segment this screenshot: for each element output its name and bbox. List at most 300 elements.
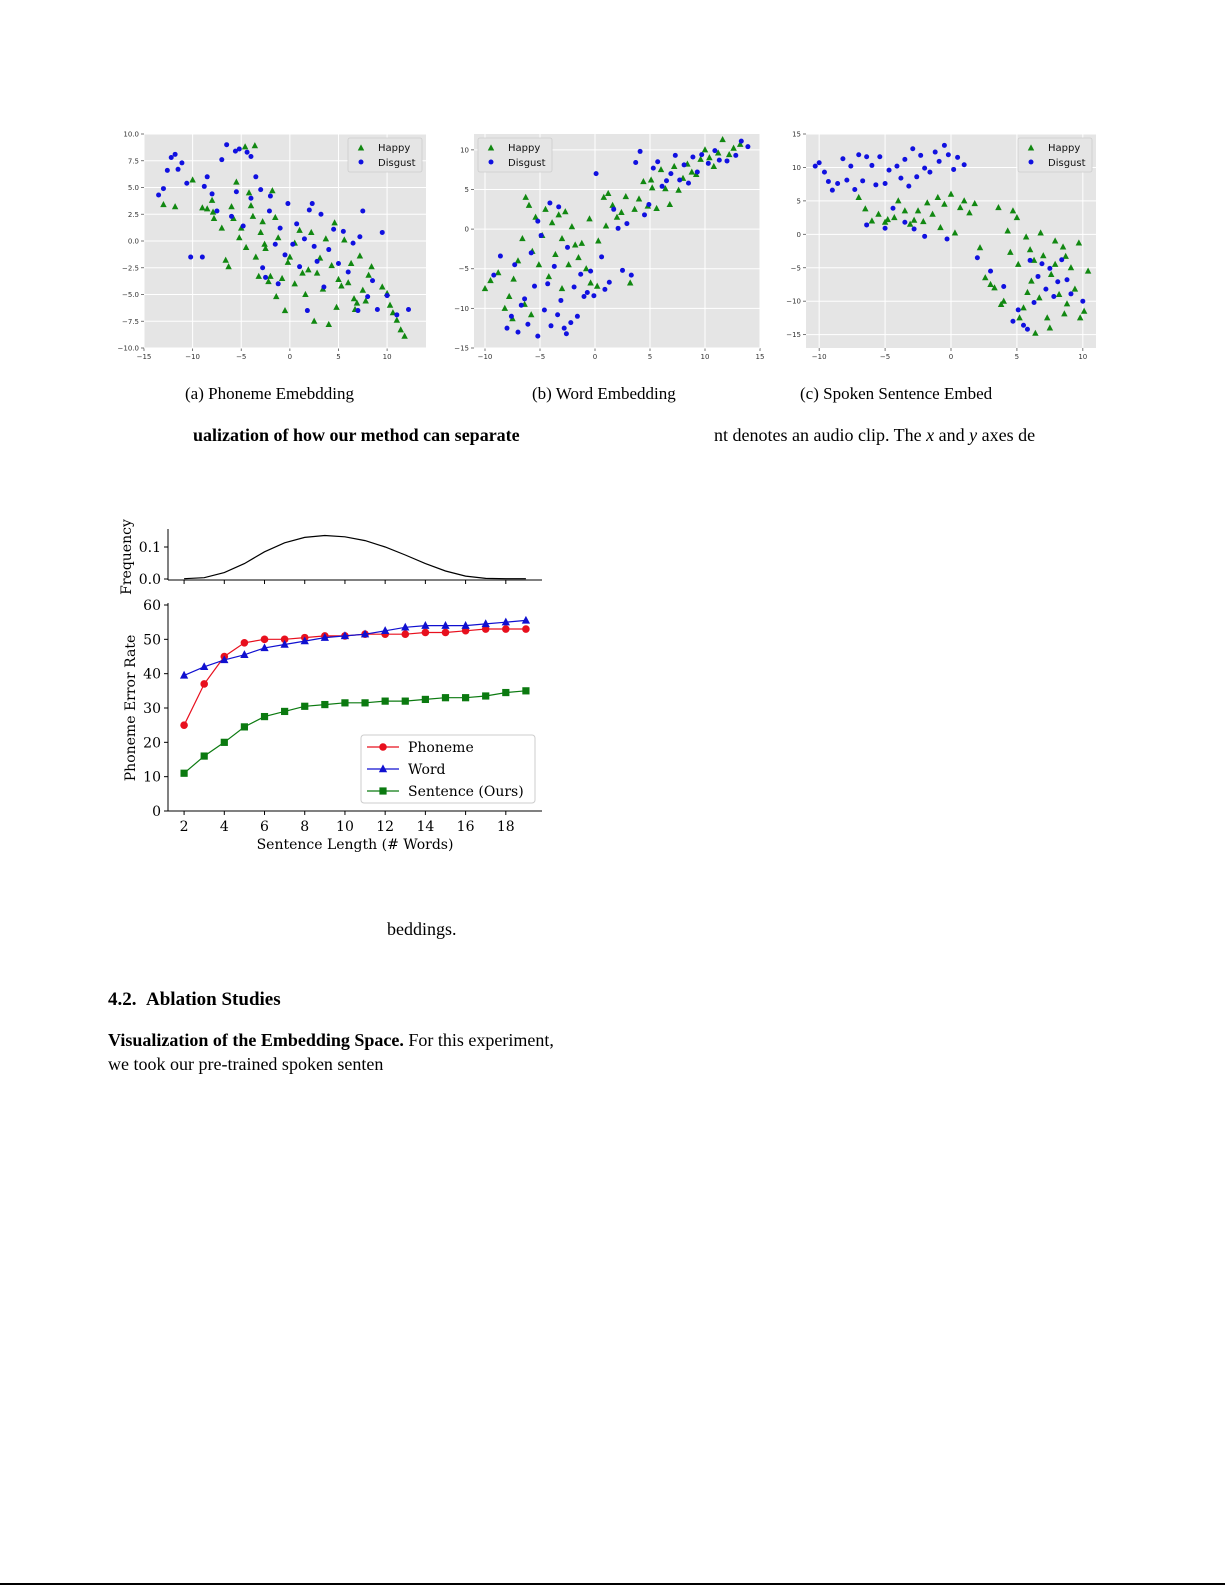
disgust-point bbox=[883, 226, 888, 231]
paragraph-lead: Visualization of the Embedding Space. bbox=[108, 1030, 404, 1050]
subcaption-b: (b) Word Embedding bbox=[532, 384, 676, 403]
y-tick-label: 30 bbox=[143, 701, 161, 717]
y-tick-label: 7.5 bbox=[127, 157, 139, 166]
disgust-point bbox=[873, 182, 878, 187]
disgust-point bbox=[346, 270, 351, 275]
disgust-point bbox=[591, 293, 596, 298]
subcaption-a: (a) Phoneme Emebdding bbox=[185, 384, 355, 403]
legend-disgust-marker bbox=[1029, 160, 1034, 165]
data-point bbox=[402, 698, 409, 705]
data-point bbox=[502, 689, 509, 696]
disgust-point bbox=[370, 278, 375, 283]
disgust-point bbox=[268, 194, 273, 199]
disgust-point bbox=[305, 308, 310, 313]
disgust-point bbox=[331, 227, 336, 232]
data-point bbox=[200, 680, 208, 688]
paragraph bbox=[108, 1028, 554, 1076]
data-point bbox=[482, 692, 489, 699]
disgust-point bbox=[529, 250, 534, 255]
disgust-point bbox=[638, 149, 643, 154]
disgust-point bbox=[522, 296, 527, 301]
caption-text-mid: and bbox=[934, 425, 970, 445]
disgust-point bbox=[918, 153, 923, 158]
phoneme-error-line-chart bbox=[108, 505, 558, 860]
x-tick-label: 0 bbox=[948, 353, 954, 361]
disgust-point bbox=[219, 157, 224, 162]
disgust-point bbox=[307, 207, 312, 212]
y-tick-label: 20 bbox=[143, 735, 161, 752]
disgust-point bbox=[283, 252, 288, 257]
disgust-point bbox=[516, 330, 521, 335]
disgust-point bbox=[578, 272, 583, 277]
y-tick-label: −15 bbox=[454, 344, 469, 353]
disgust-point bbox=[733, 153, 738, 158]
disgust-point bbox=[568, 320, 573, 325]
x-tick-label: 10 bbox=[700, 353, 710, 361]
legend-disgust-marker bbox=[359, 160, 364, 165]
disgust-point bbox=[942, 143, 947, 148]
disgust-point bbox=[585, 290, 590, 295]
data-point bbox=[361, 699, 368, 706]
disgust-point bbox=[620, 268, 625, 273]
data-point bbox=[522, 616, 530, 624]
disgust-point bbox=[951, 167, 956, 172]
disgust-point bbox=[686, 181, 691, 186]
x-tick-label: 0 bbox=[592, 353, 598, 361]
x-tick-label: 14 bbox=[416, 819, 435, 835]
y-tick-label: −10 bbox=[786, 297, 801, 306]
x-tick-label: −10 bbox=[185, 353, 201, 361]
legend-label: Disgust bbox=[508, 158, 546, 169]
data-point bbox=[241, 639, 249, 647]
disgust-point bbox=[629, 273, 634, 278]
section-title: Ablation Studies bbox=[146, 989, 281, 1010]
disgust-point bbox=[1068, 291, 1073, 296]
legend-marker bbox=[379, 743, 387, 751]
disgust-point bbox=[975, 255, 980, 260]
y-tick-label: 2.5 bbox=[127, 210, 139, 219]
disgust-point bbox=[894, 164, 899, 169]
disgust-point bbox=[988, 269, 993, 274]
disgust-point bbox=[673, 153, 678, 158]
legend-label: Phoneme bbox=[408, 740, 474, 756]
disgust-point bbox=[922, 234, 927, 239]
disgust-point bbox=[877, 154, 882, 159]
disgust-point bbox=[258, 187, 263, 192]
figure-caption-left: ualization of how our method can separate bbox=[193, 425, 520, 445]
disgust-point bbox=[545, 281, 550, 286]
disgust-point bbox=[914, 174, 919, 179]
disgust-point bbox=[745, 144, 750, 149]
disgust-point bbox=[599, 254, 604, 259]
data-point bbox=[201, 752, 208, 759]
data-point bbox=[422, 696, 429, 703]
disgust-point bbox=[695, 170, 700, 175]
disgust-point bbox=[505, 326, 510, 331]
disgust-point bbox=[556, 204, 561, 209]
disgust-point bbox=[856, 152, 861, 157]
disgust-point bbox=[602, 287, 607, 292]
disgust-point bbox=[699, 152, 704, 157]
disgust-point bbox=[394, 312, 399, 317]
disgust-point bbox=[922, 166, 927, 171]
disgust-point bbox=[273, 242, 278, 247]
x-tick-label: 4 bbox=[219, 819, 229, 835]
disgust-point bbox=[840, 156, 845, 161]
caption-text-2: axes de bbox=[977, 425, 1036, 445]
data-point bbox=[401, 630, 409, 638]
disgust-point bbox=[860, 178, 865, 183]
x-tick-label: −5 bbox=[534, 353, 546, 361]
disgust-point bbox=[830, 188, 835, 193]
subcaption-c: (c) Spoken Sentence Embed bbox=[800, 384, 993, 403]
disgust-point bbox=[1051, 294, 1056, 299]
disgust-point bbox=[575, 314, 580, 319]
paragraph-line-1 bbox=[108, 1028, 554, 1052]
disgust-point bbox=[1025, 327, 1030, 332]
disgust-point bbox=[624, 221, 629, 226]
disgust-point bbox=[835, 181, 840, 186]
paragraph-line1-rest: For this experiment, bbox=[403, 1030, 554, 1050]
data-point bbox=[502, 625, 510, 633]
y-tick-label: 0 bbox=[796, 230, 801, 239]
x-tick-label: −10 bbox=[811, 353, 827, 361]
disgust-point bbox=[910, 146, 915, 151]
section-heading bbox=[108, 989, 281, 1011]
disgust-point bbox=[176, 167, 181, 172]
series-line bbox=[184, 620, 526, 675]
disgust-point bbox=[278, 226, 283, 231]
disgust-point bbox=[1028, 258, 1033, 263]
disgust-point bbox=[253, 174, 258, 179]
legend-marker bbox=[379, 787, 386, 794]
freq-y-label: Frequency bbox=[119, 519, 135, 595]
x-tick-label: −10 bbox=[477, 353, 493, 361]
disgust-point bbox=[898, 176, 903, 181]
disgust-point bbox=[668, 171, 673, 176]
caption-x-var: x bbox=[926, 425, 935, 445]
paragraph-line-2: we took our pre-trained spoken senten bbox=[108, 1054, 384, 1074]
data-point bbox=[241, 723, 248, 730]
x-tick-label: 0 bbox=[287, 353, 293, 361]
disgust-point bbox=[594, 171, 599, 176]
y-tick-label: −15 bbox=[786, 331, 801, 340]
disgust-point bbox=[945, 236, 950, 241]
disgust-point bbox=[294, 221, 299, 226]
x-tick-label: 10 bbox=[336, 819, 354, 835]
disgust-point bbox=[179, 160, 184, 165]
disgust-point bbox=[607, 280, 612, 285]
data-point bbox=[261, 636, 269, 644]
x-tick-label: −5 bbox=[236, 353, 247, 361]
legend-label: Happy bbox=[508, 143, 541, 154]
disgust-point bbox=[690, 154, 695, 159]
disgust-point bbox=[267, 209, 272, 214]
disgust-point bbox=[315, 259, 320, 264]
disgust-point bbox=[565, 245, 570, 250]
series-line bbox=[184, 629, 526, 725]
disgust-point bbox=[1039, 261, 1044, 266]
disgust-point bbox=[712, 148, 717, 153]
disgust-point bbox=[848, 164, 853, 169]
disgust-point bbox=[336, 261, 341, 266]
x-tick-label: −5 bbox=[879, 353, 891, 361]
y-tick-label: 10 bbox=[460, 146, 469, 155]
disgust-point bbox=[205, 174, 210, 179]
y-tick-label: 0 bbox=[152, 804, 161, 820]
disgust-point bbox=[717, 158, 722, 163]
x-tick-label: 6 bbox=[260, 819, 269, 835]
disgust-point bbox=[357, 234, 362, 239]
y-tick-label: 40 bbox=[143, 666, 161, 683]
y-tick-label: 50 bbox=[143, 632, 161, 649]
disgust-point bbox=[706, 161, 711, 166]
data-point bbox=[441, 621, 449, 629]
legend-label: Disgust bbox=[378, 158, 416, 169]
scatter-chart-b bbox=[450, 126, 765, 366]
y-tick-label: 15 bbox=[792, 130, 801, 139]
y-tick-label: 0 bbox=[464, 225, 469, 234]
disgust-point bbox=[891, 206, 896, 211]
disgust-point bbox=[341, 229, 346, 234]
data-point bbox=[522, 687, 529, 694]
data-point bbox=[422, 629, 430, 637]
disgust-point bbox=[642, 212, 647, 217]
disgust-point bbox=[677, 177, 682, 182]
disgust-point bbox=[535, 219, 540, 224]
disgust-point bbox=[229, 214, 234, 219]
disgust-point bbox=[318, 212, 323, 217]
disgust-point bbox=[646, 202, 651, 207]
caption-text-1: nt denotes an audio clip. The bbox=[714, 425, 927, 445]
disgust-point bbox=[512, 262, 517, 267]
disgust-point bbox=[906, 184, 911, 189]
disgust-point bbox=[173, 152, 178, 157]
data-point bbox=[421, 621, 429, 629]
disgust-point bbox=[290, 242, 295, 247]
y-tick-label: −5 bbox=[458, 265, 469, 274]
data-point bbox=[180, 770, 187, 777]
disgust-point bbox=[912, 226, 917, 231]
disgust-point bbox=[558, 298, 563, 303]
disgust-point bbox=[535, 334, 540, 339]
data-point bbox=[321, 701, 328, 708]
disgust-point bbox=[375, 307, 380, 312]
disgust-point bbox=[739, 139, 744, 144]
disgust-point bbox=[1016, 307, 1021, 312]
frequency-curve bbox=[184, 536, 526, 579]
disgust-point bbox=[902, 220, 907, 225]
disgust-point bbox=[611, 207, 616, 212]
disgust-point bbox=[1001, 284, 1006, 289]
x-tick-label: 5 bbox=[1014, 353, 1020, 361]
disgust-point bbox=[165, 168, 170, 173]
x-tick-label: −15 bbox=[136, 353, 152, 361]
legend-label: Happy bbox=[1048, 143, 1081, 154]
disgust-point bbox=[385, 293, 390, 298]
disgust-point bbox=[326, 247, 331, 252]
disgust-point bbox=[1059, 257, 1064, 262]
disgust-point bbox=[1032, 300, 1037, 305]
disgust-point bbox=[864, 222, 869, 227]
legend-label: Word bbox=[408, 762, 446, 778]
disgust-point bbox=[864, 154, 869, 159]
disgust-point bbox=[582, 294, 587, 299]
caption-y-var: y bbox=[969, 425, 978, 445]
x-tick-label: 10 bbox=[1078, 353, 1088, 361]
disgust-point bbox=[1047, 266, 1052, 271]
disgust-point bbox=[491, 273, 496, 278]
y-tick-label: −7.5 bbox=[122, 317, 139, 326]
disgust-point bbox=[1036, 274, 1041, 279]
disgust-point bbox=[214, 209, 219, 214]
disgust-point bbox=[633, 160, 638, 165]
scatter-chart-a bbox=[108, 126, 428, 366]
disgust-point bbox=[588, 269, 593, 274]
disgust-point bbox=[169, 155, 174, 160]
disgust-point bbox=[202, 184, 207, 189]
legend-disgust-marker bbox=[489, 160, 494, 165]
disgust-point bbox=[297, 264, 302, 269]
x-tick-label: 15 bbox=[755, 353, 765, 361]
y-tick-label: −2.5 bbox=[122, 264, 139, 273]
disgust-point bbox=[234, 189, 239, 194]
disgust-point bbox=[312, 244, 317, 249]
data-point bbox=[442, 694, 449, 701]
disgust-point bbox=[826, 179, 831, 184]
disgust-point bbox=[547, 200, 552, 205]
scatter-chart-c bbox=[778, 126, 1098, 366]
disgust-point bbox=[962, 162, 967, 167]
y-tick-label: −10.0 bbox=[117, 344, 139, 353]
disgust-point bbox=[156, 192, 161, 197]
data-point bbox=[180, 721, 188, 729]
x-tick-label: 5 bbox=[647, 353, 653, 361]
x-tick-label: 18 bbox=[496, 819, 515, 835]
y-tick-label: 60 bbox=[143, 598, 161, 614]
disgust-point bbox=[1080, 299, 1085, 304]
disgust-point bbox=[233, 149, 238, 154]
disgust-point bbox=[572, 284, 577, 289]
disgust-point bbox=[1043, 287, 1048, 292]
freq-y-tick-label: 0.1 bbox=[138, 540, 161, 556]
disgust-point bbox=[1021, 323, 1026, 328]
y-tick-label: 5.0 bbox=[127, 184, 139, 192]
disgust-point bbox=[902, 157, 907, 162]
disgust-point bbox=[549, 323, 554, 328]
disgust-point bbox=[844, 178, 849, 183]
data-point bbox=[301, 703, 308, 710]
disgust-point bbox=[933, 150, 938, 155]
x-tick-label: 10 bbox=[382, 353, 392, 361]
disgust-point bbox=[955, 155, 960, 160]
freq-y-tick-label: 0.0 bbox=[138, 572, 161, 588]
disgust-point bbox=[184, 181, 189, 186]
x-tick-label: 5 bbox=[336, 353, 341, 361]
y-tick-label: 5 bbox=[464, 185, 469, 194]
disgust-point bbox=[248, 196, 253, 201]
disgust-point bbox=[355, 308, 360, 313]
disgust-point bbox=[200, 255, 205, 260]
data-point bbox=[462, 694, 469, 701]
section-number: 4.2. bbox=[108, 989, 137, 1010]
disgust-point bbox=[813, 164, 818, 169]
disgust-point bbox=[498, 254, 503, 259]
disgust-point bbox=[660, 184, 665, 189]
y-tick-label: 10 bbox=[143, 769, 161, 786]
data-point bbox=[341, 699, 348, 706]
disgust-point bbox=[276, 281, 281, 286]
y-tick-label: −5.0 bbox=[122, 291, 139, 299]
disgust-point bbox=[937, 159, 942, 164]
disgust-point bbox=[161, 186, 166, 191]
data-point bbox=[442, 629, 450, 637]
figure-caption-fragment: beddings. bbox=[387, 919, 457, 939]
disgust-point bbox=[946, 152, 951, 157]
disgust-point bbox=[725, 158, 730, 163]
x-tick-label: 8 bbox=[300, 819, 310, 835]
disgust-point bbox=[883, 181, 888, 186]
disgust-point bbox=[406, 307, 411, 312]
disgust-point bbox=[263, 275, 268, 280]
disgust-point bbox=[552, 264, 557, 269]
figure-caption-right bbox=[714, 425, 1035, 446]
data-point bbox=[221, 739, 228, 746]
disgust-point bbox=[241, 224, 246, 229]
disgust-point bbox=[651, 166, 656, 171]
disgust-point bbox=[682, 162, 687, 167]
disgust-point bbox=[210, 191, 215, 196]
disgust-point bbox=[887, 168, 892, 173]
y-tick-label: 0.0 bbox=[127, 237, 139, 246]
disgust-point bbox=[532, 284, 537, 289]
disgust-point bbox=[664, 178, 669, 183]
disgust-point bbox=[224, 142, 229, 147]
disgust-point bbox=[539, 233, 544, 238]
y-axis-label: Phoneme Error Rate bbox=[123, 634, 139, 782]
disgust-point bbox=[1055, 279, 1060, 284]
disgust-point bbox=[310, 201, 315, 206]
disgust-point bbox=[555, 312, 560, 317]
y-tick-label: −5 bbox=[790, 264, 801, 273]
x-axis-label: Sentence Length (# Words) bbox=[256, 837, 454, 853]
disgust-point bbox=[1010, 319, 1015, 324]
disgust-point bbox=[365, 294, 370, 299]
disgust-point bbox=[822, 170, 827, 175]
x-tick-label: 12 bbox=[376, 819, 395, 835]
disgust-point bbox=[525, 322, 530, 327]
x-tick-label: 16 bbox=[456, 819, 475, 835]
data-point bbox=[522, 625, 530, 633]
disgust-point bbox=[245, 150, 250, 155]
disgust-point bbox=[564, 331, 569, 336]
y-tick-label: 5 bbox=[796, 197, 801, 206]
x-tick-label: 2 bbox=[179, 819, 189, 835]
legend-label: Happy bbox=[378, 143, 411, 154]
legend-label: Disgust bbox=[1048, 158, 1086, 169]
disgust-point bbox=[509, 314, 514, 319]
data-point bbox=[281, 708, 288, 715]
y-tick-label: 10.0 bbox=[123, 130, 139, 139]
disgust-point bbox=[519, 303, 524, 308]
data-point bbox=[261, 713, 268, 720]
disgust-point bbox=[817, 160, 822, 165]
disgust-point bbox=[1065, 277, 1070, 282]
disgust-point bbox=[380, 230, 385, 235]
data-point bbox=[382, 698, 389, 705]
y-tick-label: −10 bbox=[454, 304, 469, 313]
disgust-point bbox=[188, 255, 193, 260]
